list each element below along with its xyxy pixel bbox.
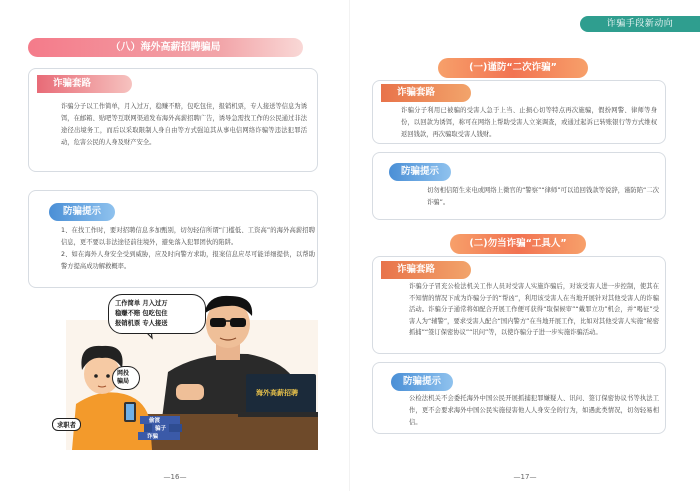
tips-card-1: [372, 152, 666, 220]
phone-scam-bubble: 网投 骗局: [112, 366, 140, 390]
tips-label-2: 防骗提示: [391, 373, 453, 391]
right-page: [350, 0, 700, 491]
lure-speech-bubble: 工作简单 月入过万 稳赚不赔 包吃包住 报销机票 专人接送: [108, 294, 206, 334]
header-tag: 诈骗手段新动向: [580, 16, 700, 32]
job-seeker-tag: 求职者: [52, 418, 81, 431]
trick-card: [28, 68, 318, 172]
book-sign-2: 骗子: [152, 424, 169, 432]
cartoon-illustration: [28, 292, 318, 452]
trick-text-2: 诈骗分子冒充公检法机关工作人员对受害人实施诈骗后，对该受害人进一步控制，使其在不知情的情况下成为诈骗分子的“帮凶”，利用该受害人在当地开展针对其他受害人的诈骗活动。诈骗分子通常将如配合开展工作便可获得“取保候审”“戴罪立功”机会，并“喝征”受害人为“辅警”，要求受害人配合“国内警方”在当地开展工作，比如对其他受害人实施“秘密抓捕”“签订保密协议”“讯问”等，以使诈骗分子进一步实施诈骗活动。: [409, 283, 659, 337]
tips-text-2: 公检法机关不会委托海外中国公民开展抓捕犯罪嫌疑人、讯问、签订保密协议书等执法工作，更不会要求海外中国公民实施侵害他人人身安全的行为，如遇此类情况，切勿轻易相信。: [409, 395, 659, 426]
page-number-left: —16—: [163, 473, 187, 481]
book-sign-1: 偷渡: [146, 416, 163, 424]
book-sign-3: 诈骗: [144, 432, 161, 440]
tips-text-1: 切勿相信陌生来电或网络上微官的“警察”“律师”可以追回钱款等说辞，谨防陷“二次诈骗”。: [427, 187, 659, 206]
section-title-overseas-recruitment: （八）海外高薪招聘骗局: [28, 38, 303, 57]
trick-card-1: [372, 80, 666, 144]
tips-text: 1、在找工作时，要对招聘信息多加甄别，切勿轻信所谓“门槛低、工资高”的海外高薪招聘信息，更不要以非法途径前往境外，避免落入犯罪团伙的陷阱。 2、如在海外人身安全受到威胁，应及时向警方求助，报案信息应尽可能详细提供，以帮助警方提高成功解救概率。: [61, 227, 315, 270]
tips-card: [28, 190, 318, 288]
trick-label-1: 诈骗套路: [381, 84, 471, 102]
trick-text: 诈骗分子以工作简单，月入过万，稳赚不赔，包吃包住，报销机票，专人接送等信息为诱饵，在邮箱、贴吧等互联网渠道发布海外高薪招聘广告，诱导急需找工作的公民通过非法途径出境务工，而后以采取限制人身自由等方式强迫其从事电信网络诈骗等违法犯罪活动，危害公民的人身及财产安全。: [61, 103, 307, 146]
tips-label: 防骗提示: [49, 203, 115, 221]
trick-label: 诈骗套路: [37, 75, 132, 93]
tips-label-1: 防骗提示: [389, 163, 451, 181]
laptop-sign: 海外高薪招聘: [256, 389, 298, 397]
page-number-right: —17—: [513, 473, 537, 481]
section-title-tool-person: (二)勿当诈骗“工具人”: [450, 234, 586, 254]
tips-card-2: [372, 362, 666, 434]
trick-label-2: 诈骗套路: [381, 261, 471, 279]
section-title-secondary-fraud: (一)谨防“二次诈骗”: [438, 58, 588, 78]
trick-text-1: 诈骗分子利用已被骗的受害人急于上当、止损心切等特点再次施骗，假扮网警、律师等身份，以回款为诱饵，称可在网络上帮助受害人立案调查，或通过起诉已转账银行等方式维权返回钱款，再次骗取受害人钱财。: [401, 107, 657, 138]
trick-card-2: [372, 256, 666, 354]
